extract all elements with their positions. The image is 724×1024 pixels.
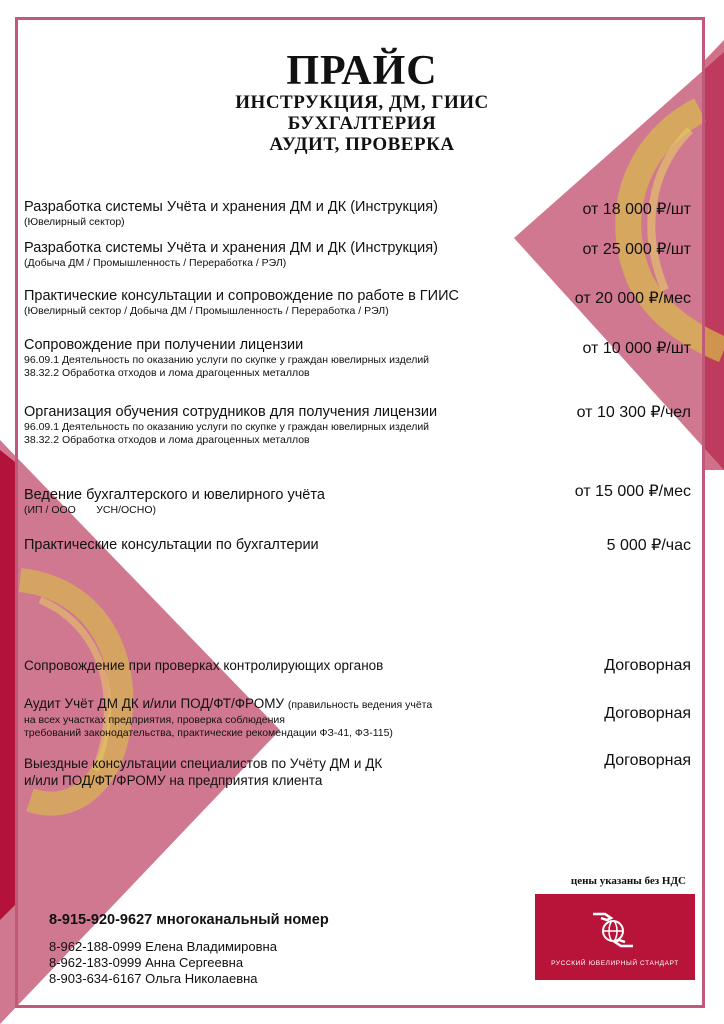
price-item [24,288,494,318]
item-price: от 20 000 ₽/мес [574,290,691,307]
item-note: 96.09.1 Деятельность по оказанию услуги по скупке у граждан ювелирных изделий [24,421,430,433]
item-name: Организация обучения сотрудников для получения лицензии [24,404,438,420]
price-item [24,487,494,517]
price-item [24,695,504,740]
vat-note: цены указаны без НДС [570,875,686,887]
item-price: от 10 000 ₽/шт [582,340,691,357]
item-price: от 10 300 ₽/чел [576,404,691,421]
item-note: (Ювелирный сектор) [24,216,125,228]
item-name: Сопровождение при получении лицензии [24,337,304,353]
item-price: Договорная [604,657,691,674]
company-logo [535,894,695,980]
hands-globe-icon [591,908,635,952]
item-name: Разработка системы Учёта и хранения ДМ и ДК (Инструкция) [24,199,438,215]
item-name: Аудит Учёт ДМ ДК и/или ПОД/ФТ/ФРОМУ [24,696,285,711]
item-note: на всех участках предприятия, проверка соблюдения [24,714,285,726]
item-name-line2: и/или ПОД/ФТ/ФРОМУ на предприятия клиента [24,773,323,788]
price-item [24,657,494,674]
item-note: (Ювелирный сектор / Добыча ДМ / Промышленность / Переработка / РЭЛ) [24,305,389,317]
item-name: Практические консультации по бухгалтерии [24,537,319,553]
item-note: (ИП / ООО УСН/ОСНО) [24,504,157,516]
item-price: от 15 000 ₽/мес [574,483,691,500]
price-item [24,337,494,380]
contact-line[interactable]: 8-903-634-6167 Ольга Николаевна [49,971,258,986]
price-item [24,537,494,554]
item-note: 96.09.1 Деятельность по оказанию услуги по скупке у граждан ювелирных изделий [24,354,430,366]
main-phone[interactable]: 8-915-920-9627 многоканальный номер [49,912,329,928]
item-price: от 18 000 ₽/шт [582,201,691,218]
item-price: 5 000 ₽/час [606,537,691,554]
item-note: требований законодательства, практические рекомендации ФЗ-41, ФЗ-115) [24,727,393,739]
item-name: Сопровождение при проверках контролирующих органов [24,658,384,673]
item-note: (Добыча ДМ / Промышленность / Переработка / РЭЛ) [24,257,287,269]
item-name: Ведение бухгалтерского и ювелирного учёта [24,487,325,503]
logo-text: РУССКИЙ ЮВЕЛИРНЫЙ СТАНДАРТ [551,960,679,967]
item-price: от 25 000 ₽/шт [582,241,691,258]
item-name: Практические консультации и сопровождение по работе в ГИИС [24,288,459,304]
price-item [24,404,494,447]
subtitle-line-2: БУХГАЛТЕРИЯ [287,113,437,134]
subtitle-line-3: АУДИТ, ПРОВЕРКА [269,134,455,155]
subtitle-line-1: ИНСТРУКЦИЯ, ДМ, ГИИС [235,92,489,113]
item-price: Договорная [604,705,691,722]
item-name: Разработка системы Учёта и хранения ДМ и ДК (Инструкция) [24,240,438,256]
price-item [24,240,494,270]
item-price: Договорная [604,752,691,769]
price-item [24,199,494,229]
contact-line[interactable]: 8-962-183-0999 Анна Сергеевна [49,955,244,970]
contact-line[interactable]: 8-962-188-0999 Елена Владимировна [49,939,277,954]
item-name: Выездные консультации специалистов по Учёту ДМ и ДК [24,756,383,771]
item-inline-note: (правильность ведения учёта [287,699,433,711]
item-note: 38.32.2 Обработка отходов и лома драгоценных металлов [24,367,310,379]
price-item [24,755,494,789]
item-note: 38.32.2 Обработка отходов и лома драгоценных металлов [24,434,310,446]
page-title: ПРАЙС [286,48,438,94]
